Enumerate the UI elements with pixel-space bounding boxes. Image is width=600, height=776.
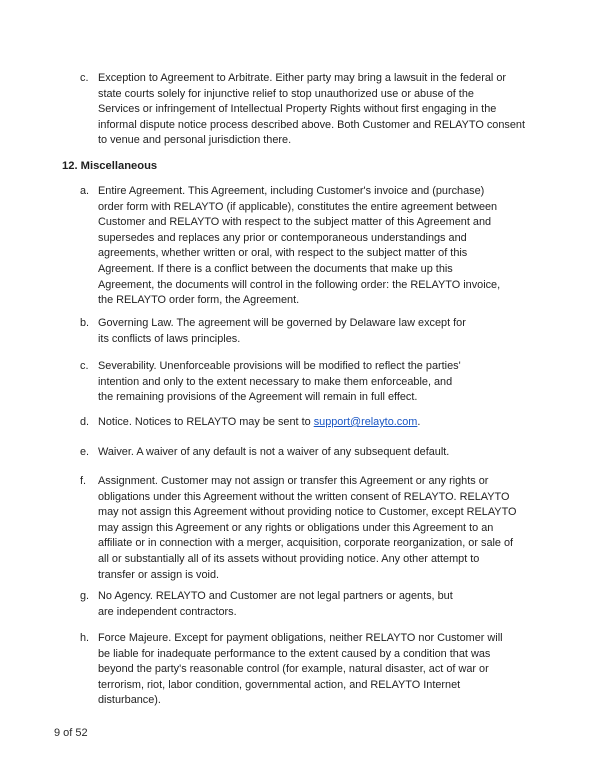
clause-line: supersedes and replaces any prior or contemporaneous understandings and	[98, 231, 467, 244]
clause-b-governing-law	[80, 316, 550, 347]
clause-g-no-agency	[80, 589, 550, 620]
clause-line: the remaining provisions of the Agreement will remain in full effect.	[98, 391, 418, 404]
clause-line: disturbance).	[98, 694, 161, 707]
clause-c-arbitration-exception	[80, 71, 550, 149]
clause-line: are independent contractors.	[98, 605, 237, 618]
clause-line: Waiver. A waiver of any default is not a waiver of any subsequent default.	[98, 446, 450, 458]
clause-line: its conflicts of laws principles.	[98, 332, 241, 345]
clause-line: transfer or assign is void.	[98, 568, 220, 581]
clause-line: Agreement. If there is a conflict between the documents that make up this	[98, 262, 453, 275]
clause-e-waiver	[80, 445, 550, 461]
clause-marker: a.	[80, 185, 90, 197]
clause-marker: c.	[80, 360, 89, 372]
clause-line: agreements, whether written or oral, with respect to the subject matter of this	[98, 247, 468, 260]
clause-line: may not assign this Agreement without providing notice to Customer, except RELAYTO	[98, 506, 517, 519]
clause-line: Agreement, the documents will control in the following order: the RELAYTO invoice,	[98, 278, 501, 291]
clause-line: to venue and personal jurisdiction there.	[98, 134, 292, 147]
clause-c-severability	[80, 359, 550, 406]
clause-f-assignment	[80, 474, 550, 583]
clause-line: intention and only to the extent necessary to make them enforceable, and	[98, 375, 453, 388]
clause-line: the RELAYTO order form, the Agreement.	[98, 294, 300, 307]
clause-line: terrorism, riot, labor condition, governmental action, and RELAYTO Internet	[98, 678, 461, 691]
clause-line: Entire Agreement. This Agreement, including Customer's invoice and (purchase)	[98, 185, 485, 197]
clause-line: Force Majeure. Except for payment obligations, neither RELAYTO nor Customer will	[98, 632, 503, 644]
clause-line: Assignment. Customer may not assign or transfer this Agreement or any rights or	[98, 475, 489, 487]
clause-line: Governing Law. The agreement will be governed by Delaware law except for	[98, 317, 466, 329]
clause-marker: e.	[80, 446, 90, 458]
clause-marker: f.	[80, 475, 87, 487]
clause-marker: b.	[80, 317, 90, 329]
support-email-link[interactable]: support@relayto.com	[313, 416, 418, 428]
clause-marker: c.	[80, 72, 89, 84]
section-heading: 12. Miscellaneous	[62, 160, 158, 172]
clause-line: state courts solely for injunctive relief to stop unauthorized use or abuse of the	[98, 87, 474, 100]
notice-text: Notice. Notices to RELAYTO may be sent to	[98, 416, 314, 428]
clause-h-force-majeure	[80, 631, 550, 709]
clause-line: Severability. Unenforceable provisions will be modified to reflect the parties'	[98, 360, 461, 372]
clause-line: order form with RELAYTO (if applicable), constitutes the entire agreement between	[98, 200, 498, 213]
clause-line: obligations under this Agreement without the written consent of RELAYTO. RELAYTO	[98, 490, 510, 503]
page-number: 9 of 52	[54, 727, 88, 739]
clause-marker: h.	[80, 632, 90, 644]
clause-a-entire-agreement	[80, 184, 550, 309]
clause-d-notice	[80, 415, 550, 431]
clause-line	[98, 415, 550, 431]
clause-line: Customer and RELAYTO with respect to the subject matter of this Agreement and	[98, 216, 492, 229]
notice-period: .	[417, 416, 421, 428]
clause-line: Exception to Agreement to Arbitrate. Either party may bring a lawsuit in the federal or	[98, 72, 507, 84]
clause-marker: g.	[80, 590, 90, 602]
clause-line: all or substantially all of its assets without providing notice. Any other attempt to	[98, 552, 480, 565]
clause-line: beyond the party's reasonable control (for example, natural disaster, act of war or	[98, 663, 489, 676]
clause-line: be liable for inadequate performance to the extent caused by a condition that was	[98, 647, 491, 660]
clause-line: Services or infringement of Intellectual Property Rights without first engaging in the	[98, 103, 497, 116]
clause-line: No Agency. RELAYTO and Customer are not legal partners or agents, but	[98, 590, 453, 602]
clause-line: may assign this Agreement or any rights or obligations under this Agreement to an	[98, 521, 494, 534]
clause-line: informal dispute notice process described above. Both Customer and RELAYTO consent	[98, 118, 525, 131]
clause-line: affiliate or in connection with a merger, acquisition, corporate reorganization, or sale of	[98, 537, 514, 550]
clause-marker: d.	[80, 416, 90, 428]
